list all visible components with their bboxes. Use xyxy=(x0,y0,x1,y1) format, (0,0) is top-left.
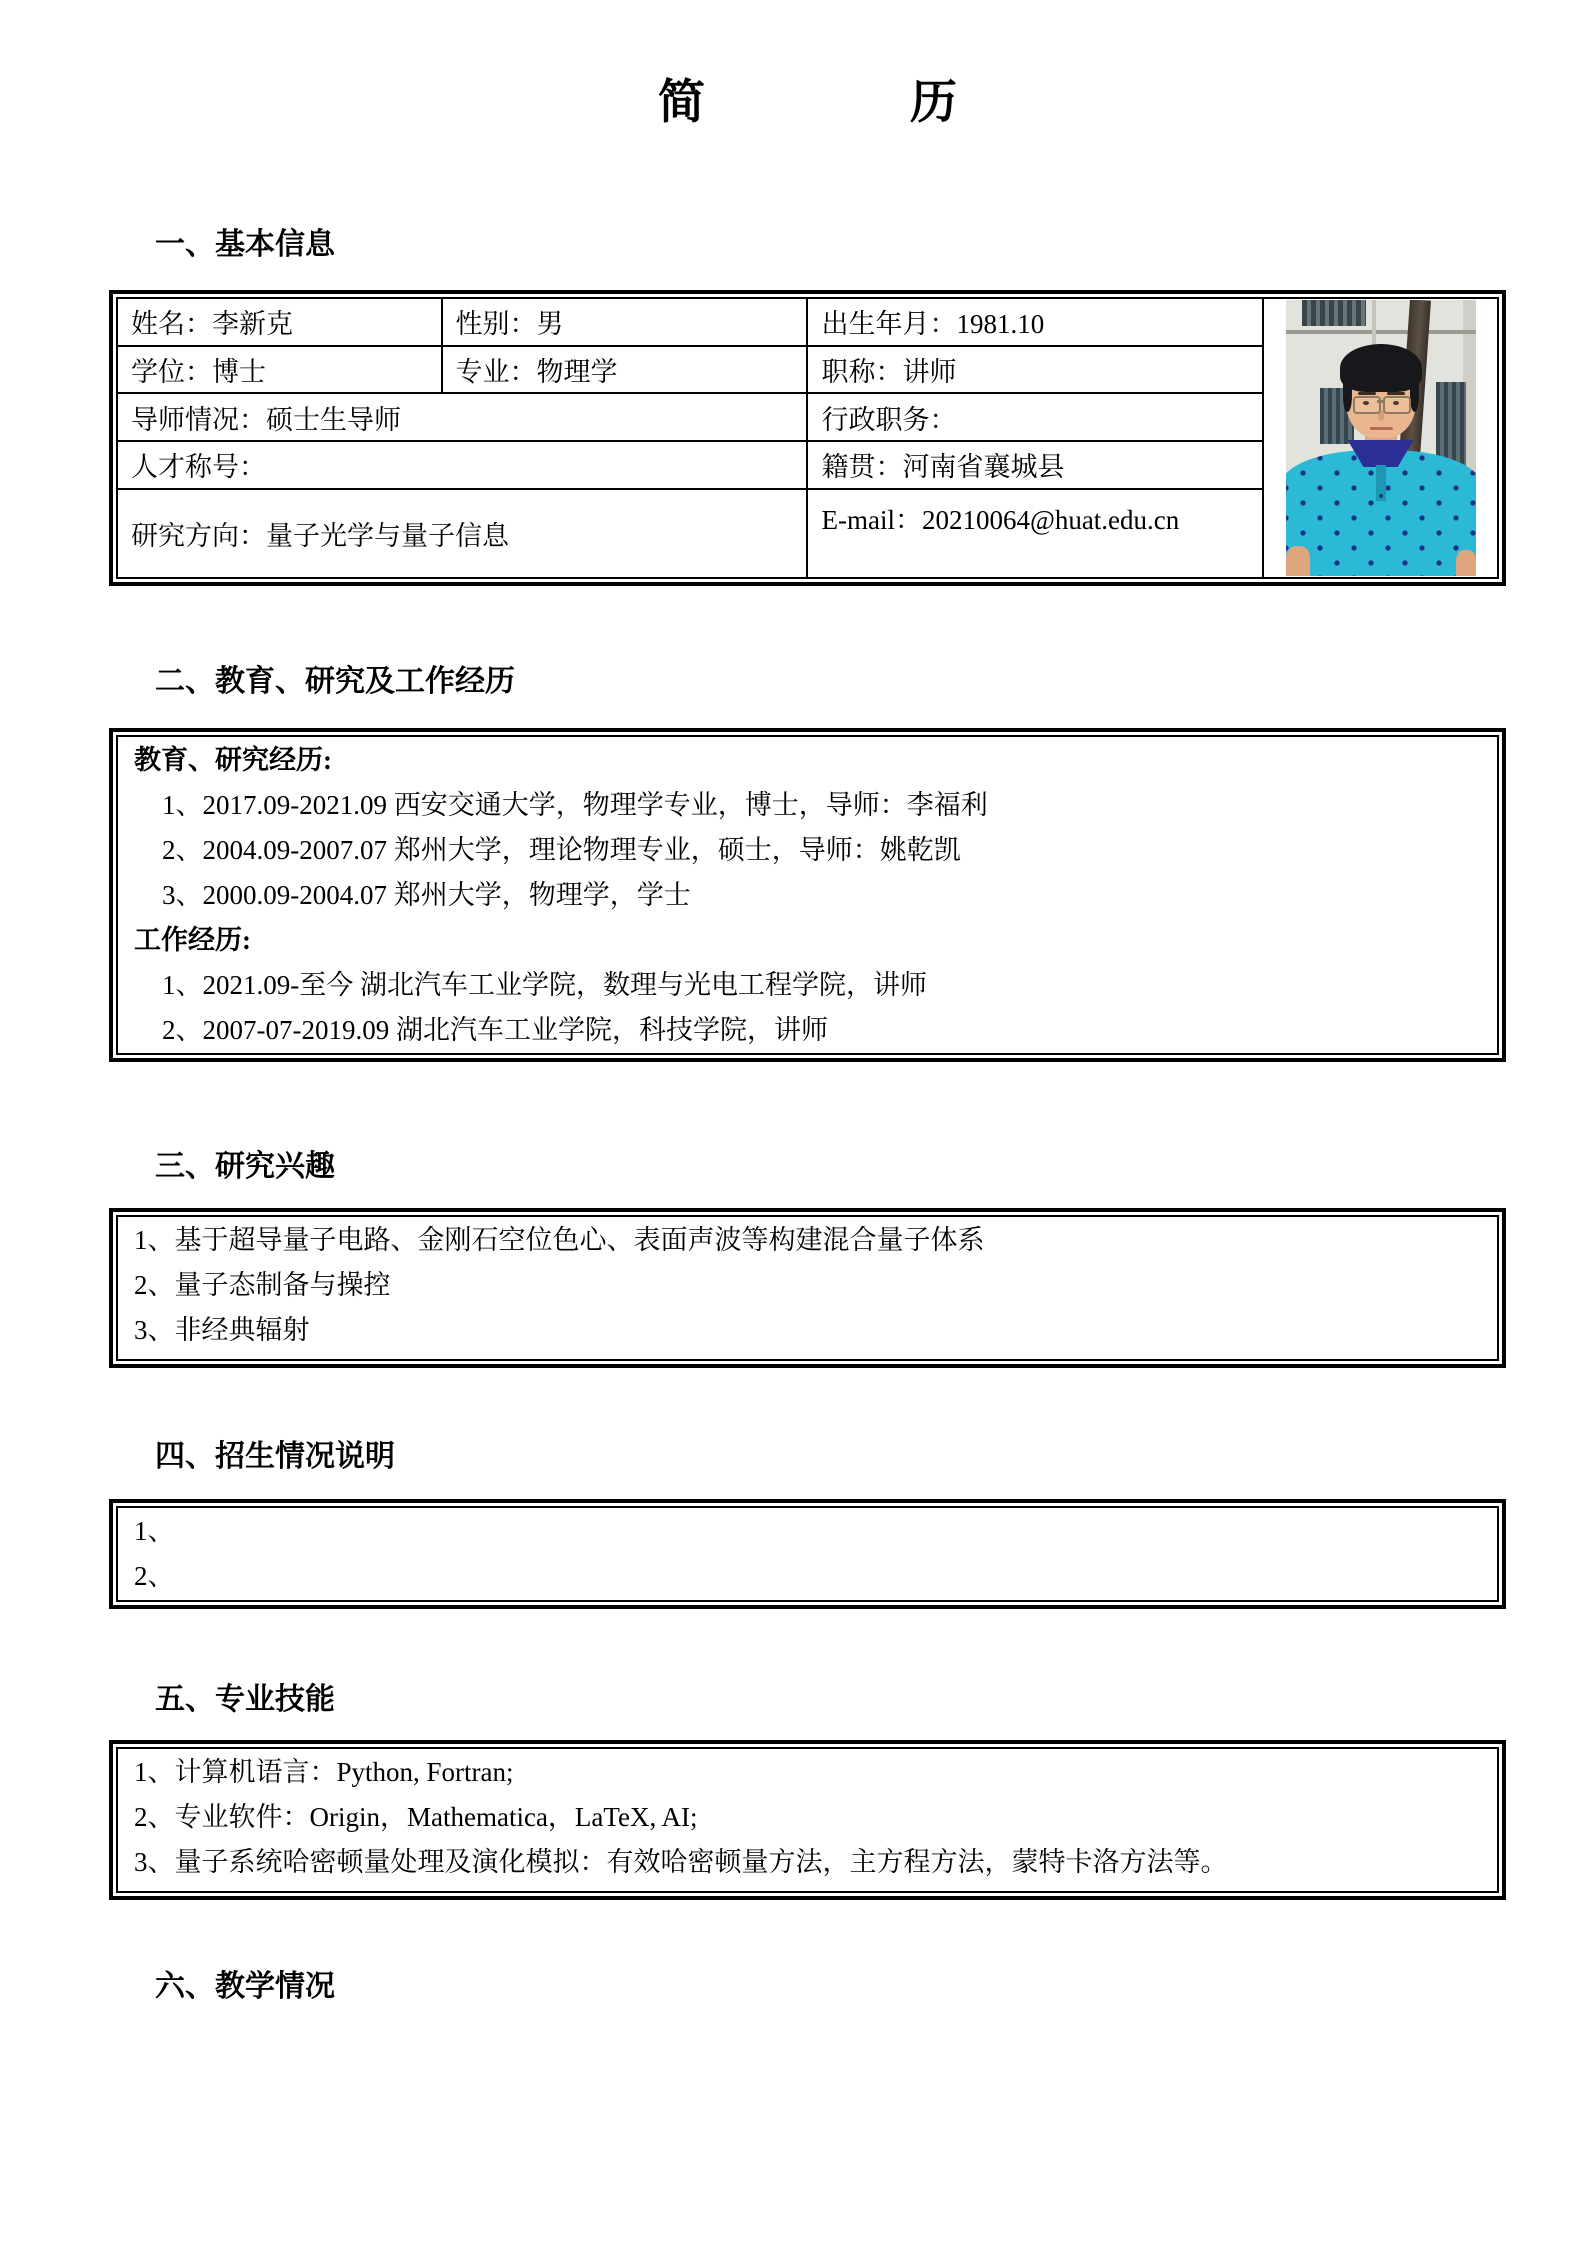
building-sill-line xyxy=(1286,330,1476,334)
heading-teaching: 六、教学情况 xyxy=(155,1970,335,2003)
person-shirt-button xyxy=(1379,494,1383,498)
photo-cell xyxy=(1263,298,1498,578)
skills-frame xyxy=(109,1740,1506,1900)
list-item: 1、2021.09-至今 湖北汽车工业学院，数理与光电工程学院，讲师 xyxy=(162,970,927,1000)
profile-photo xyxy=(1286,300,1476,576)
edu-subheading: 教育、研究经历: xyxy=(134,745,332,775)
cell-name: 姓名：李新克 xyxy=(117,298,442,346)
window-top-left xyxy=(1302,300,1366,326)
list-item: 2、量子态制备与操控 xyxy=(134,1270,391,1300)
heading-interests: 三、研究兴趣 xyxy=(155,1150,335,1183)
list-item: 2、2004.09-2007.07 郑州大学，理论物理专业，硕士，导师：姚乾凯 xyxy=(162,835,961,865)
heading-basic-info: 一、基本信息 xyxy=(155,228,335,261)
interests-frame xyxy=(109,1208,1506,1368)
glasses-bridge xyxy=(1377,400,1385,403)
cell-degree: 学位：博士 xyxy=(117,346,442,394)
person-nose xyxy=(1378,410,1384,421)
enrollment-box xyxy=(116,1506,1499,1602)
page-title xyxy=(109,74,1506,132)
cell-supervisor: 导师情况：硕士生导师 xyxy=(117,393,807,441)
cell-research-direction: 研究方向：量子光学与量子信息 xyxy=(117,489,807,578)
list-item: 3、2000.09-2004.07 郑州大学，物理学，学士 xyxy=(162,880,691,910)
list-item: 2、2007-07-2019.09 湖北汽车工业学院，科技学院，讲师 xyxy=(162,1015,828,1045)
page-title-text: 简历 xyxy=(658,77,1162,129)
heading-experience: 二、教育、研究及工作经历 xyxy=(155,665,515,698)
list-item: 2、 xyxy=(134,1561,175,1591)
basic-info-frame xyxy=(109,290,1506,586)
list-item: 1、2017.09-2021.09 西安交通大学，物理学专业，博士，导师：李福利 xyxy=(162,790,988,820)
basic-info-table xyxy=(116,297,1499,579)
cell-email: E-mail：20210064@huat.edu.cn xyxy=(807,489,1263,578)
list-item: 1、 xyxy=(134,1516,175,1546)
person-mouth xyxy=(1370,427,1393,430)
skills-box xyxy=(116,1747,1499,1893)
experience-box xyxy=(116,735,1499,1055)
list-item: 2、专业软件：Origin，Mathematica，LaTeX, AI; xyxy=(134,1802,698,1832)
list-item: 1、基于超导量子电路、金刚石空位色心、表面声波等构建混合量子体系 xyxy=(134,1225,985,1255)
glasses-lens-right xyxy=(1383,396,1411,414)
cell-admin-duty: 行政职务： xyxy=(807,393,1263,441)
table-row xyxy=(117,298,1498,346)
person-eyebrow-right xyxy=(1387,392,1405,395)
work-subheading: 工作经历: xyxy=(134,925,251,955)
cell-hometown: 籍贯：河南省襄城县 xyxy=(807,441,1263,489)
heading-skills: 五、专业技能 xyxy=(155,1683,335,1716)
glasses-lens-left xyxy=(1353,396,1381,414)
cell-birth: 出生年月：1981.10 xyxy=(807,298,1263,346)
list-item: 3、量子系统哈密顿量处理及演化模拟：有效哈密顿量方法，主方程方法，蒙特卡洛方法等。 xyxy=(134,1847,1228,1877)
experience-frame xyxy=(109,728,1506,1062)
list-item: 1、计算机语言：Python, Fortran; xyxy=(134,1757,514,1787)
cell-talent-title: 人才称号： xyxy=(117,441,807,489)
cell-job-title: 职称：讲师 xyxy=(807,346,1263,394)
person-eyebrow-left xyxy=(1358,392,1376,395)
interests-box xyxy=(116,1215,1499,1361)
person-arm-right xyxy=(1456,550,1476,576)
heading-enrollment: 四、招生情况说明 xyxy=(155,1440,395,1473)
list-item: 3、非经典辐射 xyxy=(134,1315,310,1345)
cell-gender: 性别：男 xyxy=(442,298,808,346)
cell-major: 专业：物理学 xyxy=(442,346,808,394)
enrollment-frame xyxy=(109,1499,1506,1609)
person-arm-left xyxy=(1286,546,1310,576)
